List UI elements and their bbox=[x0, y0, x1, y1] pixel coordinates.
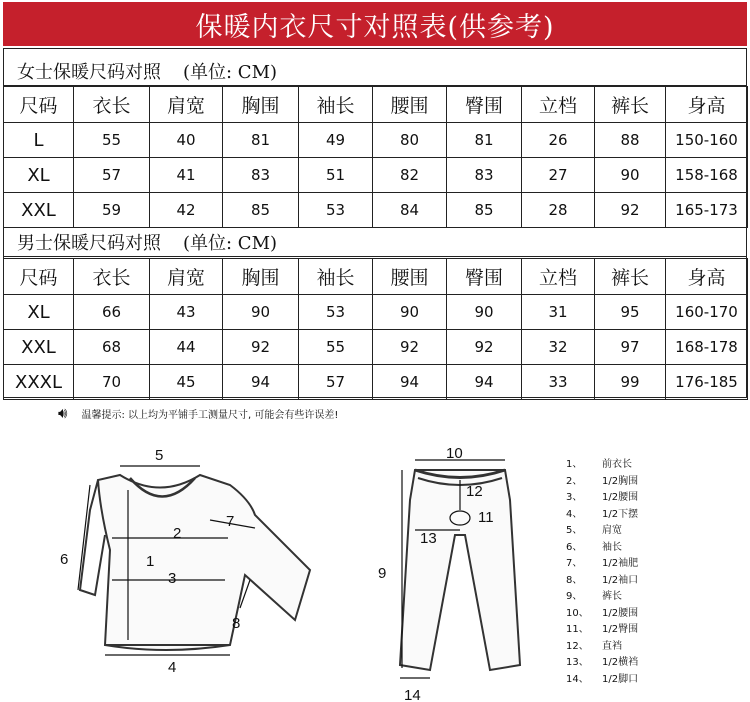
legend-number: 12、 bbox=[566, 640, 589, 652]
column-header: 尺码 bbox=[4, 87, 74, 123]
table-cell: 27 bbox=[522, 158, 595, 193]
table-cell: 90 bbox=[447, 295, 522, 330]
diagram-label: 9 bbox=[378, 565, 387, 582]
diagram-label: 10 bbox=[446, 445, 463, 462]
legend-label: 1/2脚口 bbox=[602, 673, 639, 685]
table-cell: 55 bbox=[74, 123, 150, 158]
table-cell: XL bbox=[4, 295, 74, 330]
table-cell: 150-160 bbox=[666, 123, 748, 158]
table-cell: 81 bbox=[447, 123, 522, 158]
pants-diagram bbox=[360, 440, 560, 702]
column-header: 立档 bbox=[522, 259, 595, 295]
column-header: 立档 bbox=[522, 87, 595, 123]
table-row bbox=[4, 193, 748, 228]
table-cell: 90 bbox=[223, 295, 299, 330]
legend-item bbox=[566, 571, 638, 586]
column-header: 衣长 bbox=[74, 259, 150, 295]
legend-label: 1/2袖口 bbox=[602, 574, 639, 586]
table-cell: 95 bbox=[595, 295, 666, 330]
table-cell: 57 bbox=[74, 158, 150, 193]
legend-label: 1/2腰围 bbox=[602, 607, 639, 619]
column-header: 胸围 bbox=[223, 259, 299, 295]
table-row bbox=[4, 123, 748, 158]
diagram-label: 14 bbox=[404, 687, 421, 702]
legend-label: 1/2腰围 bbox=[602, 492, 639, 503]
table-cell: 43 bbox=[150, 295, 223, 330]
diagram-label: 3 bbox=[168, 570, 177, 587]
table-cell: 80 bbox=[373, 123, 447, 158]
column-header: 身高 bbox=[666, 87, 748, 123]
legend-label: 裤长 bbox=[602, 591, 622, 602]
legend-label: 前衣长 bbox=[602, 459, 632, 470]
table-row bbox=[4, 295, 748, 330]
table-cell: XXL bbox=[4, 193, 74, 228]
column-header: 尺码 bbox=[4, 259, 74, 295]
men-unit-text: (单位: CM) bbox=[183, 232, 278, 254]
legend-number: 8、 bbox=[566, 574, 583, 586]
table-cell: 83 bbox=[447, 158, 522, 193]
table-cell: 92 bbox=[595, 193, 666, 228]
legend-label: 直裆 bbox=[602, 640, 622, 652]
table-cell: 90 bbox=[595, 158, 666, 193]
column-header: 肩宽 bbox=[150, 259, 223, 295]
legend-label: 1/2胸围 bbox=[602, 475, 639, 487]
legend-item bbox=[566, 505, 638, 520]
diagram-label: 2 bbox=[173, 525, 182, 542]
column-header: 腰围 bbox=[373, 87, 447, 123]
table-cell: 57 bbox=[299, 365, 373, 400]
column-header: 裤长 bbox=[595, 259, 666, 295]
women-size-table bbox=[3, 86, 748, 228]
table-cell: 68 bbox=[74, 330, 150, 365]
table-header-row bbox=[4, 87, 748, 123]
table-cell: 168-178 bbox=[666, 330, 748, 365]
table-cell: 84 bbox=[373, 193, 447, 228]
legend-number: 10、 bbox=[566, 607, 589, 619]
men-section-heading bbox=[3, 227, 747, 257]
table-row bbox=[4, 365, 748, 400]
table-cell: 53 bbox=[299, 295, 373, 330]
women-section-heading bbox=[3, 56, 747, 86]
men-heading-text: 男士保暖尺码对照 bbox=[17, 232, 161, 254]
legend-label: 1/2袖肥 bbox=[602, 558, 639, 569]
legend-number: 7、 bbox=[566, 558, 583, 569]
diagram-label: 12 bbox=[466, 483, 483, 500]
table-cell: 55 bbox=[299, 330, 373, 365]
table-cell: 99 bbox=[595, 365, 666, 400]
table-cell: 51 bbox=[299, 158, 373, 193]
table-cell: 81 bbox=[223, 123, 299, 158]
legend-label: 袖长 bbox=[602, 541, 622, 553]
shirt-diagram bbox=[50, 440, 350, 680]
table-cell: 45 bbox=[150, 365, 223, 400]
table-cell: 40 bbox=[150, 123, 223, 158]
legend-item bbox=[566, 554, 638, 569]
table-cell: 41 bbox=[150, 158, 223, 193]
table-cell: 53 bbox=[299, 193, 373, 228]
diagram-label: 6 bbox=[60, 551, 69, 568]
column-header: 袖长 bbox=[299, 259, 373, 295]
legend-number: 14、 bbox=[566, 673, 589, 685]
table-cell: 165-173 bbox=[666, 193, 748, 228]
legend-number: 5、 bbox=[566, 525, 583, 536]
diagram-label: 4 bbox=[168, 659, 177, 676]
column-header: 裤长 bbox=[595, 87, 666, 123]
legend-item bbox=[566, 637, 622, 652]
table-cell: 97 bbox=[595, 330, 666, 365]
legend-item bbox=[566, 521, 622, 536]
legend-number: 3、 bbox=[566, 492, 583, 503]
table-cell: L bbox=[4, 123, 74, 158]
legend-number: 1、 bbox=[566, 459, 583, 470]
table-cell: 92 bbox=[373, 330, 447, 365]
tip-text: 温馨提示: 以上均为平铺手工测量尺寸, 可能会有些许误差! bbox=[81, 409, 339, 421]
speaker-icon: 🔊︎ bbox=[58, 404, 68, 422]
table-row bbox=[4, 330, 748, 365]
diagram-label: 8 bbox=[232, 615, 241, 632]
table-cell: 70 bbox=[74, 365, 150, 400]
legend-item bbox=[566, 604, 638, 619]
column-header: 胸围 bbox=[223, 87, 299, 123]
column-header: 袖长 bbox=[299, 87, 373, 123]
legend-item bbox=[566, 670, 638, 685]
legend-number: 4、 bbox=[566, 508, 583, 520]
diagram-label: 1 bbox=[146, 553, 155, 570]
table-cell: 94 bbox=[223, 365, 299, 400]
legend-number: 2、 bbox=[566, 475, 583, 487]
table-cell: 28 bbox=[522, 193, 595, 228]
table-cell: XL bbox=[4, 158, 74, 193]
table-cell: 44 bbox=[150, 330, 223, 365]
page-title: 保暖内衣尺寸对照表(供参考) bbox=[3, 2, 747, 46]
women-heading-text: 女士保暖尺码对照 bbox=[17, 61, 161, 83]
table-cell: 88 bbox=[595, 123, 666, 158]
diagram-label: 13 bbox=[420, 530, 437, 547]
legend-item bbox=[566, 455, 632, 470]
table-cell: 66 bbox=[74, 295, 150, 330]
measurement-tip bbox=[58, 404, 338, 422]
legend-item bbox=[566, 653, 638, 668]
table-cell: 92 bbox=[223, 330, 299, 365]
legend-label: 1/2下摆 bbox=[602, 508, 639, 520]
diagram-label: 11 bbox=[478, 509, 494, 526]
column-header: 肩宽 bbox=[150, 87, 223, 123]
table-cell: 90 bbox=[373, 295, 447, 330]
table-cell: 176-185 bbox=[666, 365, 748, 400]
table-cell: 33 bbox=[522, 365, 595, 400]
women-unit-text: (单位: CM) bbox=[183, 61, 278, 83]
table-cell: 32 bbox=[522, 330, 595, 365]
legend-number: 6、 bbox=[566, 541, 583, 553]
legend-label: 肩宽 bbox=[602, 525, 622, 536]
men-size-table bbox=[3, 258, 748, 400]
column-header: 身高 bbox=[666, 259, 748, 295]
table-cell: 85 bbox=[447, 193, 522, 228]
column-header: 臀围 bbox=[447, 259, 522, 295]
legend-item bbox=[566, 587, 622, 602]
legend-label: 1/2臀围 bbox=[602, 624, 639, 635]
table-cell: 42 bbox=[150, 193, 223, 228]
diagram-label: 7 bbox=[226, 513, 235, 530]
legend-number: 11、 bbox=[566, 624, 589, 635]
table-cell: 85 bbox=[223, 193, 299, 228]
legend-item bbox=[566, 538, 622, 553]
table-cell: 59 bbox=[74, 193, 150, 228]
table-cell: 26 bbox=[522, 123, 595, 158]
table-cell: 94 bbox=[373, 365, 447, 400]
column-header: 衣长 bbox=[74, 87, 150, 123]
column-header: 臀围 bbox=[447, 87, 522, 123]
legend-label: 1/2横裆 bbox=[602, 657, 639, 668]
table-cell: 83 bbox=[223, 158, 299, 193]
column-header: 腰围 bbox=[373, 259, 447, 295]
legend-item bbox=[566, 620, 638, 635]
table-cell: 49 bbox=[299, 123, 373, 158]
table-cell: XXL bbox=[4, 330, 74, 365]
legend-item bbox=[566, 472, 638, 487]
legend-item bbox=[566, 488, 638, 503]
legend-number: 13、 bbox=[566, 657, 589, 668]
table-cell: 158-168 bbox=[666, 158, 748, 193]
table-cell: 160-170 bbox=[666, 295, 748, 330]
diagram-label: 5 bbox=[155, 447, 164, 464]
table-row bbox=[4, 158, 748, 193]
table-header-row bbox=[4, 259, 748, 295]
legend-number: 9、 bbox=[566, 591, 583, 602]
table-cell: 82 bbox=[373, 158, 447, 193]
table-cell: XXXL bbox=[4, 365, 74, 400]
table-cell: 92 bbox=[447, 330, 522, 365]
table-cell: 31 bbox=[522, 295, 595, 330]
table-cell: 94 bbox=[447, 365, 522, 400]
